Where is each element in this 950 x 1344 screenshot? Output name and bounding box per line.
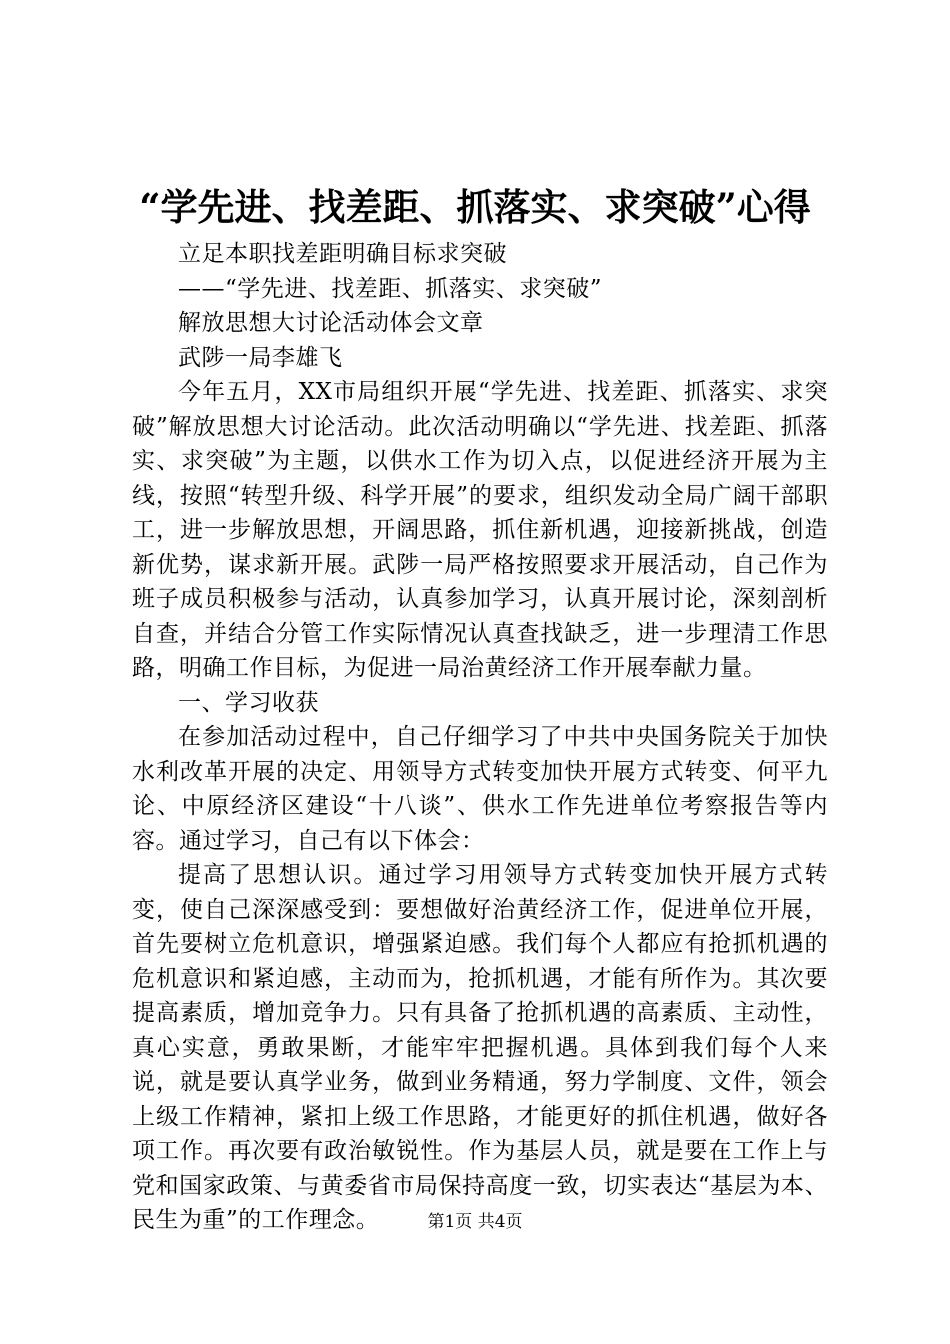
body-paragraph: 在参加活动过程中，自己仔细学习了中共中央国务院关于加快水利改革开展的决定、用领导方式转变加快开展方式转变、何平九论、中原经济区建设“十八谈”、供水工作先进单位考察报告等内容。通过学习，自己有以下体会： <box>132 724 828 854</box>
author-line: 武陟一局李雄飞 <box>178 344 343 371</box>
body-paragraph: 提高了思想认识。通过学习用领导方式转变加快开展方式转变，使自己深深感受到：要想做好治黄经济工作，促进单位开展，首先要树立危机意识，增强紧迫感。我们每个人都应有抢抓机遇的危机意识和紧迫感，主动而为，抢抓机遇，才能有所作为。其次要提高素质，增加竞争力。只有具备了抢抓机遇的高素质、主动性，真心实意，勇敢果断，才能牢牢把握机遇。具体到我们每个人来说，就是要认真学业务，做到业务精通，努力学制度、文件，领会上级工作精神，紧扣上级工作思路，才能更好的抓住机遇，做好各项工作。再次要有政治敏锐性。作为基层人员，就是要在工作上与党和国家政策、与黄委省市局保持高度一致，切实表达“基层为本、民生为重”的工作理念。 <box>132 862 828 1233</box>
document-body <box>132 237 828 1238</box>
subtitle-line: 立足本职找差距明确目标求突破 <box>178 241 507 267</box>
subtitle-line: ——“学先进、找差距、抓落实、求突破” <box>178 275 603 302</box>
body-paragraph: 今年五月，XX市局组织开展“学先进、找差距、抓落实、求突破”解放思想大讨论活动。此次活动明确以“学先进、找差距、抓落实、求突破”为主题，以供水工作为切入点，以促进经济开展为主线，按照“转型升级、科学开展”的要求，组织发动全局广阔干部职工，进一步解放思想，开阔思路，抓住新机遇，迎接新挑战，创造新优势，谋求新开展。武陟一局严格按照要求开展活动，自己作为班子成员积极参与活动，认真参加学习，认真开展讨论，深刻剖析自查，并结合分管工作实际情况认真查找缺乏，进一步理清工作思路，明确工作目标，为促进一局治黄经济工作开展奉献力量。 <box>132 379 828 681</box>
page-number-footer: 第1页 共4页 <box>427 1212 523 1232</box>
document-title: “学先进、找差距、抓落实、求突破”心得 <box>139 185 811 229</box>
subtitle-line: 解放思想大讨论活动体会文章 <box>178 310 484 336</box>
section-heading: 一、学习收获 <box>178 689 319 716</box>
